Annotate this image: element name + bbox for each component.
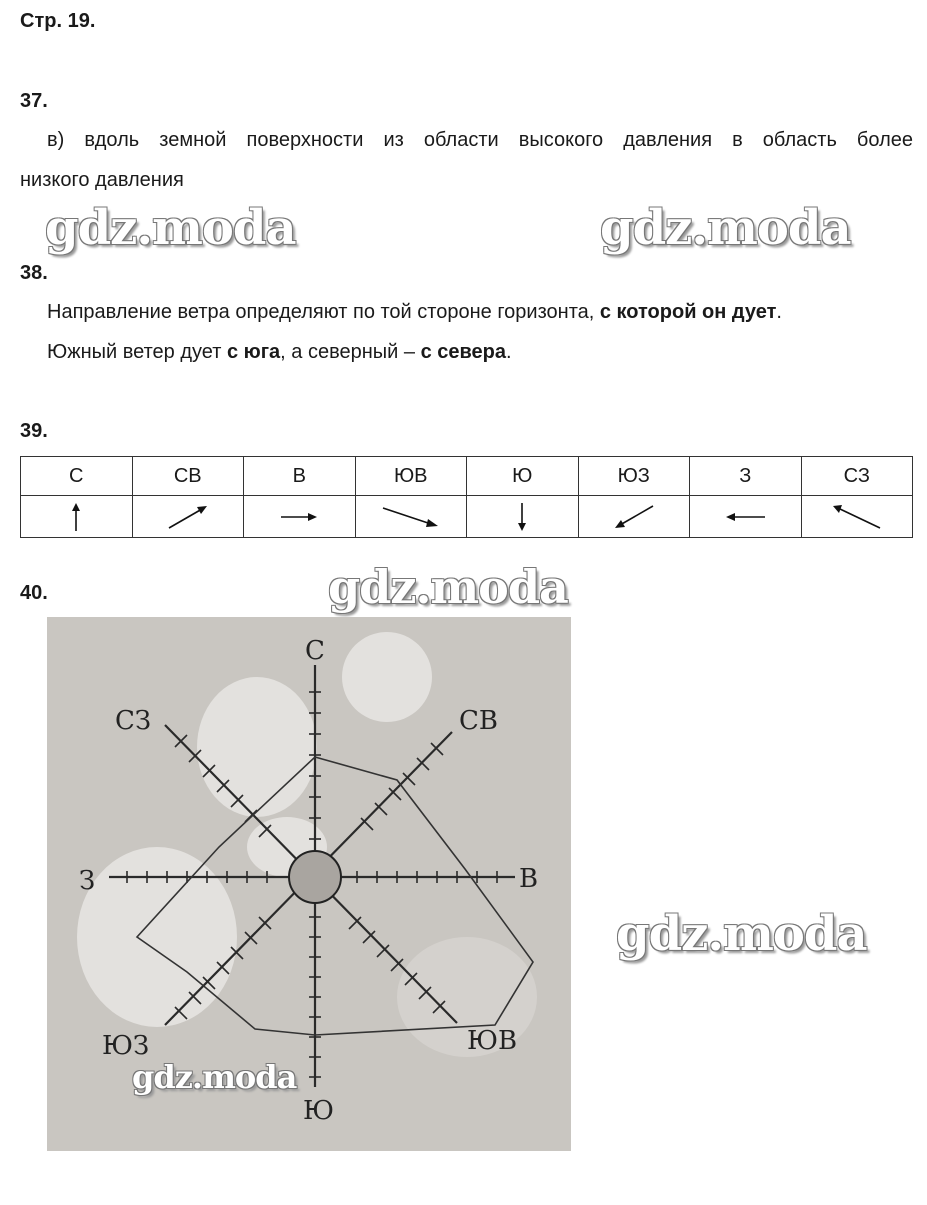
arrow-cell (132, 496, 244, 538)
wind-rose-diagram (47, 617, 571, 1151)
arrow-down-icon (512, 501, 532, 533)
watermark: gdz.moda (132, 1058, 297, 1096)
rose-label-nw: СЗ (115, 706, 152, 736)
arrow-cell (578, 496, 690, 538)
q38-line2: Южный ветер дует с юга, а северный – с севера. (47, 341, 512, 363)
smudge (77, 847, 237, 1027)
dir-sw-label: ЮЗ (578, 457, 690, 496)
direction-table (20, 456, 913, 538)
arrow-left-icon (723, 509, 767, 525)
watermark: gdz.moda (600, 200, 851, 256)
dir-e-label: В (244, 457, 356, 496)
arrow-up-left-icon (831, 503, 883, 531)
page-header: Стр. 19. (20, 10, 96, 32)
rose-label-ne: СВ (459, 706, 498, 736)
dir-se-label: ЮВ (355, 457, 467, 496)
arrow-cell (21, 496, 133, 538)
rose-label-sw: ЮЗ (102, 1031, 150, 1061)
watermark: gdz.moda (616, 906, 867, 962)
smudge (197, 677, 317, 817)
watermark: gdz.moda (45, 200, 296, 256)
arrow-cell (690, 496, 802, 538)
rose-label-s: Ю (303, 1096, 335, 1126)
dir-s-label: Ю (467, 457, 579, 496)
wind-rose-figure (47, 617, 571, 1151)
arrow-down-right-icon (381, 504, 441, 530)
q37-line2: низкого давления (20, 169, 184, 191)
q39-number: 39. (20, 420, 48, 442)
rose-label-se: ЮВ (467, 1026, 518, 1056)
q40-number: 40. (20, 582, 48, 604)
dir-w-label: З (690, 457, 802, 496)
dir-n-label: С (21, 457, 133, 496)
smudge (342, 632, 432, 722)
rose-label-n: С (305, 636, 325, 666)
arrow-down-left-icon (612, 503, 656, 531)
arrow-cell (244, 496, 356, 538)
arrow-cell (355, 496, 467, 538)
rose-label-e: В (519, 864, 539, 894)
rose-label-w: З (79, 866, 96, 896)
arrow-up-icon (66, 501, 86, 533)
calm-circle (289, 851, 341, 903)
direction-arrows-row (21, 496, 913, 538)
q37-number: 37. (20, 90, 48, 112)
dir-ne-label: СВ (132, 457, 244, 496)
q38-line1: Направление ветра определяют по той стороне горизонта, с которой он дует. (47, 301, 782, 323)
arrow-up-right-icon (166, 503, 210, 531)
dir-nw-label: СЗ (801, 457, 913, 496)
arrow-cell (801, 496, 913, 538)
arrow-cell (467, 496, 579, 538)
arrow-right-icon (279, 509, 319, 525)
q38-number: 38. (20, 262, 48, 284)
direction-labels-row (21, 457, 913, 496)
q37-line1: в) вдоль земной поверхности из области высокого давления в область более (47, 129, 913, 151)
watermark: gdz.moda (328, 560, 568, 614)
